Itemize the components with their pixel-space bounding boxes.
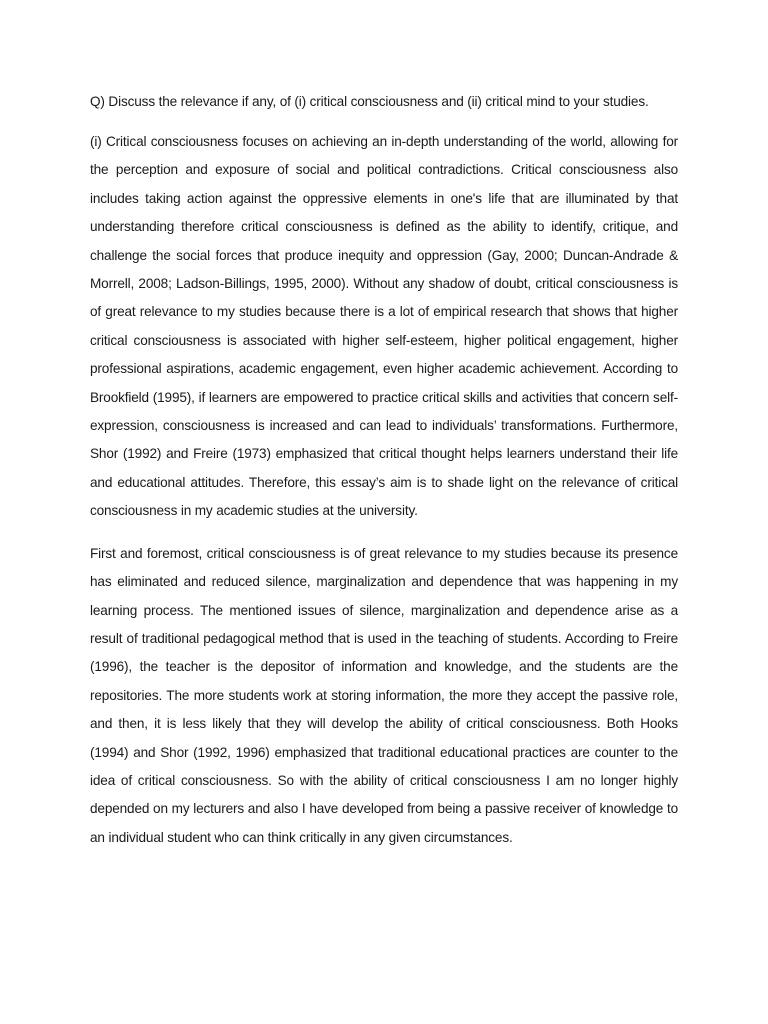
document-page [90, 91, 678, 866]
paragraph-first-and-foremost: First and foremost, critical consciousness is of great relevance to my studies because its presence has eliminated and reduced silence, marginalization and dependence that was happening in my learning process. The mentioned issues of silence, marginalization and dependence arise as a result of traditional pedagogical method that is used in the teaching of students. According to Freire (1996), the teacher is the depositor of information and knowledge, and the students are the repositories. The more students work at storing information, the more they accept the passive role, and then, it is less likely that they will develop the ability of critical consciousness. Both Hooks (1994) and Shor (1992, 1996) emphasized that traditional educational practices are counter to the idea of critical consciousness. So with the ability of critical consciousness I am no longer highly depended on my lecturers and also I have developed from being a passive receiver of knowledge to an individual student who can think critically in any given circumstances. [90, 545, 678, 845]
paragraph-critical-consciousness: (i) Critical consciousness focuses on achieving an in-depth understanding of the world, allowing for the perception and exposure of social and political contradictions. Critical consciousness also includes taking action against the oppressive elements in one's life that are illuminated by that understanding therefore critical consciousness is defined as the ability to identify, critique, and challenge the social forces that produce inequity and oppression (Gay, 2000; Duncan-Andrade & Morrell, 2008; Ladson-Billings, 1995, 2000). Without any shadow of doubt, critical consciousness is of great relevance to my studies because there is a lot of empirical research that shows that higher critical consciousness is associated with higher self-esteem, higher political engagement, higher professional aspirations, academic engagement, even higher academic achievement. According to Brookfield (1995), if learners are empowered to practice critical skills and activities that concern self-expression, consciousness is increased and can lead to individuals’ transformations. Furthermore, Shor (1992) and Freire (1973) emphasized that critical thought helps learners understand their life and educational attitudes. Therefore, this essay’s aim is to shade light on the relevance of critical consciousness in my academic studies at the university. [90, 134, 678, 519]
question-heading: Q) Discuss the relevance if any, of (i) critical consciousness and (ii) critical mind to your studies. [90, 94, 649, 109]
